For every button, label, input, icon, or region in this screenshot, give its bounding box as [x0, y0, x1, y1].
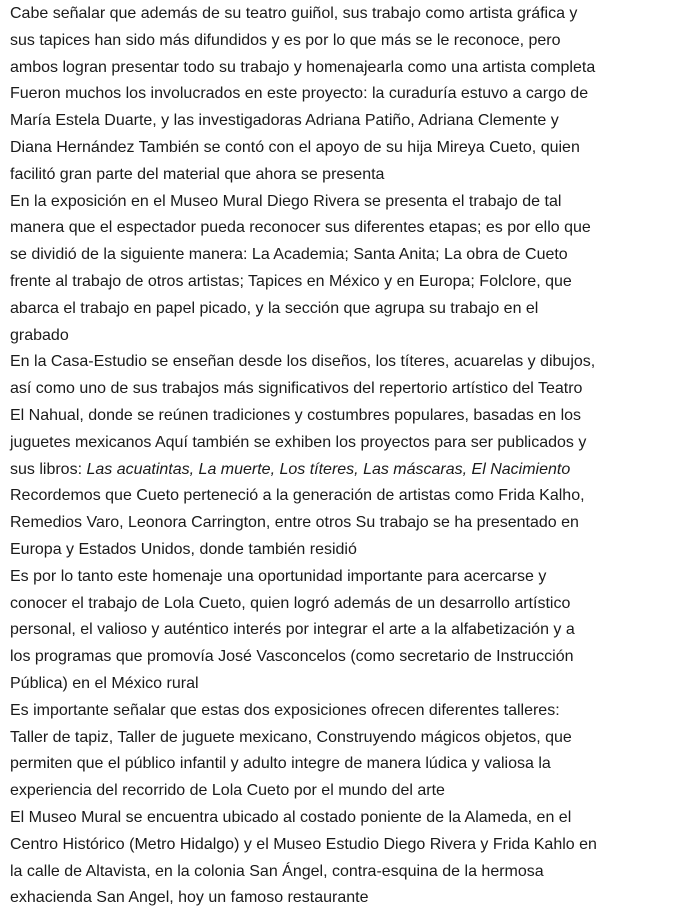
text-line: frente al trabajo de otros artistas; Tapices en México y en Europa; Folclore, que [10, 272, 572, 290]
text-line: María Estela Duarte, y las investigadoras Adriana Patiño, Adriana Clemente y [10, 112, 559, 130]
paragraph-museum-mural [10, 189, 690, 350]
paragraph-intro [10, 1, 690, 81]
text-line: así como uno de sus trabajos más significativos del repertorio artístico del Teatro [10, 380, 583, 398]
paragraph-homage [10, 564, 690, 698]
text-line: los programas que promovía José Vasconcelos (como secretario de Instrucción [10, 648, 574, 666]
text-line: Europa y Estados Unidos, donde también residió [10, 540, 357, 558]
text-line: En la exposición en el Museo Mural Diego Rivera se presenta el trabajo de tal [10, 192, 562, 210]
text-line: juguetes mexicanos Aquí también se exhiben los proyectos para ser publicados y [10, 433, 587, 451]
text-line: abarca el trabajo en papel picado, y la sección que agrupa su trabajo en el [10, 299, 539, 317]
book-titles: Las acuatintas, La muerte, Los títeres, Las máscaras, El Nacimiento [86, 460, 571, 478]
text-line: experiencia del recorrido de Lola Cueto por el mundo del arte [10, 782, 445, 800]
paragraph-location [10, 805, 690, 912]
text-line: exhacienda San Angel, hoy un famoso restaurante [10, 889, 369, 907]
article-body [10, 1, 690, 912]
text-line: la calle de Altavista, en la colonia San Ángel, contra-esquina de la hermosa [10, 862, 544, 880]
text-line: Es importante señalar que estas dos exposiciones ofrecen diferentes talleres: [10, 701, 560, 719]
text-line: En la Casa-Estudio se enseñan desde los diseños, los títeres, acuarelas y dibujos, [10, 353, 596, 371]
text-line: Pública) en el México rural [10, 674, 199, 692]
paragraph-generation [10, 483, 690, 563]
paragraph-credits [10, 81, 690, 188]
text-line: conocer el trabajo de Lola Cueto, quien logró además de un desarrollo artístico [10, 594, 571, 612]
text-line: Fueron muchos los involucrados en este proyecto: la curaduría estuvo a cargo de [10, 85, 589, 103]
text-line: sus libros: [10, 460, 87, 478]
text-line: El Museo Mural se encuentra ubicado al costado poniente de la Alameda, en el [10, 808, 572, 826]
text-line: grabado [10, 326, 69, 344]
text-line: Taller de tapiz, Taller de juguete mexicano, Construyendo mágicos objetos, que [10, 728, 572, 746]
text-line: Recordemos que Cueto perteneció a la generación de artistas como Frida Kalho, [10, 487, 585, 505]
text-line: permiten que el público infantil y adulto integre de manera lúdica y valiosa la [10, 755, 551, 773]
text-line: sus tapices han sido más difundidos y es por lo que más se le reconoce, pero [10, 31, 561, 49]
text-line: facilitó gran parte del material que ahora se presenta [10, 165, 385, 183]
text-line: manera que el espectador pueda reconocer sus diferentes etapas; es por ello que [10, 219, 591, 237]
paragraph-casa-estudio [10, 349, 690, 483]
text-line: Es por lo tanto este homenaje una oportunidad importante para acercarse y [10, 567, 547, 585]
text-line: Centro Histórico (Metro Hidalgo) y el Museo Estudio Diego Rivera y Frida Kahlo en [10, 835, 597, 853]
text-line: se dividió de la siguiente manera: La Academia; Santa Anita; La obra de Cueto [10, 246, 568, 264]
text-line: personal, el valioso y auténtico interés por integrar el arte a la alfabetización y a [10, 621, 575, 639]
text-line: El Nahual, donde se reúnen tradiciones y costumbres populares, basadas en los [10, 406, 582, 424]
text-line: Remedios Varo, Leonora Carrington, entre otros Su trabajo se ha presentado en [10, 514, 579, 532]
text-line: Cabe señalar que además de su teatro guiñol, sus trabajo como artista gráfica y [10, 5, 578, 22]
text-line: ambos logran presentar todo su trabajo y homenajearla como una artista completa [10, 58, 596, 76]
paragraph-workshops [10, 698, 690, 805]
text-line: Diana Hernández También se contó con el apoyo de su hija Mireya Cueto, quien [10, 138, 580, 156]
